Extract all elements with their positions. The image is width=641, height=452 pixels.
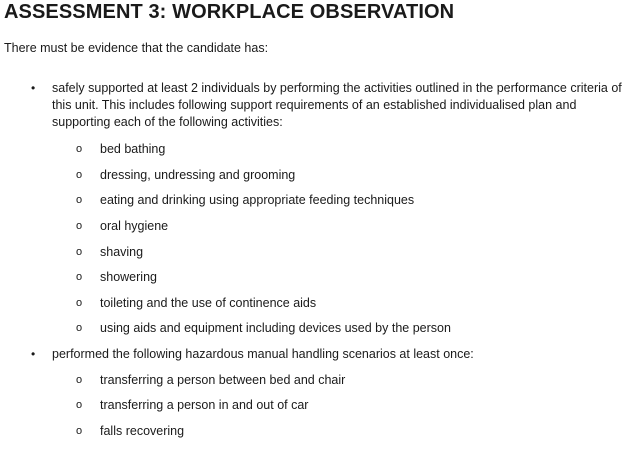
bullet-item-2 [0,346,641,363]
sub-item-text: oral hygiene [100,219,169,233]
sub-item-text: bed bathing [100,142,166,156]
sub-bullet-marker: o [76,374,83,386]
sub-item [0,423,641,440]
sub-item-text: transferring a person in and out of car [100,398,309,412]
sub-item-text: showering [100,270,157,284]
sub-item-text: falls recovering [100,424,185,438]
sub-bullet-marker: o [76,399,83,411]
sub-item [0,295,641,312]
sub-bullet-marker: o [76,143,83,155]
bullet-text: performed the following hazardous manual handling scenarios at least once: [52,347,474,361]
sub-item [0,218,641,235]
sub-item [0,372,641,389]
sub-item [0,192,641,209]
bullet-item-1 [0,80,641,131]
sub-item-text: using aids and equipment including devices used by the person [100,321,451,335]
sub-item [0,244,641,261]
sub-item-text: eating and drinking using appropriate feeding techniques [100,193,415,207]
sub-item-text: toileting and the use of continence aids [100,296,317,310]
sub-bullet-marker: o [76,220,83,232]
document-title: ASSESSMENT 3: WORKPLACE OBSERVATION [4,1,455,23]
sub-bullet-marker: o [76,271,83,283]
sub-bullet-marker: o [76,194,83,206]
sub-item-text: transferring a person between bed and chair [100,373,346,387]
bullet-marker: • [31,347,36,361]
sub-item [0,167,641,184]
bullet-marker: • [31,81,36,95]
sub-item [0,397,641,414]
sub-item [0,269,641,286]
sub-bullet-marker: o [76,297,83,309]
sub-bullet-marker: o [76,246,83,258]
sub-item-text: shaving [100,245,144,259]
sub-item [0,320,641,337]
sub-bullet-marker: o [76,169,83,181]
sub-item-text: dressing, undressing and grooming [100,168,296,182]
sub-item [0,141,641,158]
sub-bullet-marker: o [76,322,83,334]
bullet-text: safely supported at least 2 individuals by performing the activities outlined in the performance criteria of this unit. This includes following support requirements of an established individualised plan and supporting each of the following activities: [52,81,622,129]
intro-text: There must be evidence that the candidate has: [4,41,269,55]
sub-bullet-marker: o [76,425,83,437]
